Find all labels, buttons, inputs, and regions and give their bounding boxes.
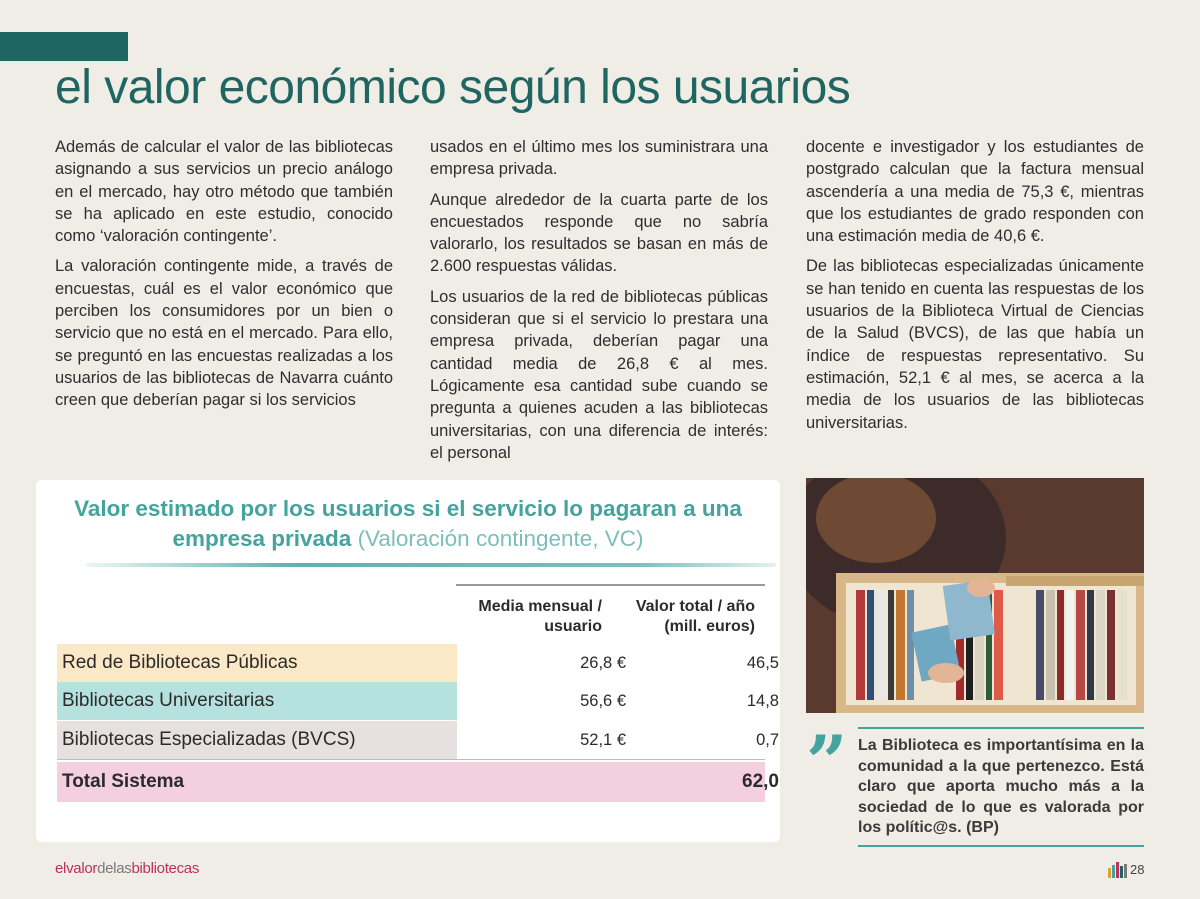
column-header-monthly-line2: usuario bbox=[544, 618, 602, 635]
row-name: Bibliotecas Universitarias bbox=[57, 682, 457, 720]
photo-illustration bbox=[806, 478, 1144, 713]
column-header-monthly bbox=[456, 597, 602, 637]
paragraph: Los usuarios de la red de bibliotecas públicas consideran que si el servicio lo prestara una empresa privada, deberían pagar una cantidad media de 26,8 € al mes. Lógicamente esa cantidad sube cuando se pregunta a quienes acuden a las bibliotecas universitarias, con una diferencia de interés: el personal bbox=[430, 287, 768, 462]
table-title-light: (Valoración contingente, VC) bbox=[357, 526, 644, 551]
brand-part: delas bbox=[97, 860, 132, 877]
paragraph: docente e investigador y los estudiantes de postgrado calculan que la factura mensual ascendería a una media de 75,3 €, mientras que los estudiantes de grado responden con una estimación media de 40,6 €. bbox=[806, 138, 1144, 246]
paragraph: Aunque alrededor de la cuarta parte de los encuestados responde que no sabría valorarlo, los resultados se basan en más de 2.600 respuestas válidas. bbox=[430, 190, 768, 276]
article-column-2 bbox=[430, 136, 768, 472]
paragraph: usados en el último mes los suministrara una empresa privada. bbox=[430, 138, 768, 179]
row-total-value: 14,8 bbox=[746, 692, 779, 710]
title-underline-brush bbox=[86, 563, 776, 567]
column-header-total-line1: Valor total / año bbox=[635, 598, 755, 615]
table-header-rule bbox=[456, 584, 765, 586]
footer-brand bbox=[55, 860, 199, 877]
row-total-value: 46,5 bbox=[746, 654, 779, 672]
page-title: el valor económico según los usuarios bbox=[55, 61, 851, 114]
quote-text: La Biblioteca es importantísima en la comunidad a la que pertenezco. Está claro que aporta mucho más a la sociedad de lo que es valorada por los polític@s. (BP) bbox=[858, 737, 1144, 836]
library-books-photo bbox=[806, 478, 1144, 713]
column-header-monthly-line1: Media mensual / bbox=[478, 598, 602, 615]
value-table-card bbox=[36, 480, 780, 842]
quote-mark-icon: ” bbox=[806, 719, 848, 804]
table-total-row bbox=[57, 762, 779, 802]
table-row bbox=[57, 644, 779, 682]
page-number: 28 bbox=[1130, 862, 1145, 877]
row-monthly-value: 56,6 € bbox=[580, 692, 626, 710]
row-total-value: 0,7 bbox=[756, 731, 779, 749]
table-row bbox=[57, 721, 779, 759]
row-monthly-value: 52,1 € bbox=[580, 731, 626, 749]
brand-part: bibliotecas bbox=[131, 860, 200, 877]
table-title-bold: Valor estimado por los usuarios si el servicio lo pagaran a una empresa privada bbox=[74, 496, 742, 551]
paragraph: La valoración contingente mide, a través de encuestas, cuál es el valor económico que perciben los consumidores por un bien o servicio que no está en el mercado. Para ello, se preguntó en las encuestas realizadas a los usuarios de las bibliotecas de Navarra cuánto creen que deberían pagar si los servicios bbox=[55, 257, 393, 410]
paragraph: De las bibliotecas especializadas únicamente se han tenido en cuenta las respuestas de los usuarios de la Biblioteca Virtual de Ciencias de la Salud (BVCS), de las que había un índice de respuestas representativo. Su estimación, 52,1 € al mes, se acerca a la media de los usuarios de las bibliotecas universitarias. bbox=[806, 257, 1144, 432]
column-header-total-line2: (mill. euros) bbox=[664, 618, 755, 635]
row-name: Bibliotecas Especializadas (BVCS) bbox=[57, 721, 457, 759]
header-accent-bar bbox=[0, 32, 128, 61]
paragraph: Además de calcular el valor de las bibliotecas asignando a sus servicios un precio análogo en el mercado, hay otro método que también se ha aplicado en este estudio, conocido como ‘valoración contingente’. bbox=[55, 138, 393, 246]
brand-part: valor bbox=[66, 860, 98, 877]
table-title bbox=[36, 494, 780, 554]
quote-top-rule bbox=[858, 727, 1144, 729]
row-name: Red de Bibliotecas Públicas bbox=[57, 644, 457, 682]
total-row-name: Total Sistema bbox=[62, 771, 185, 792]
total-row-divider bbox=[57, 759, 765, 760]
article-column-1 bbox=[55, 136, 393, 420]
table-row bbox=[57, 682, 779, 720]
quote-bottom-rule bbox=[858, 845, 1144, 847]
article-column-3 bbox=[806, 136, 1144, 442]
row-monthly-value: 26,8 € bbox=[580, 654, 626, 672]
brand-part: el bbox=[55, 860, 67, 877]
total-row-value: 62,0 bbox=[742, 771, 779, 792]
books-bars-icon bbox=[1108, 862, 1128, 878]
column-header-total bbox=[614, 597, 755, 637]
